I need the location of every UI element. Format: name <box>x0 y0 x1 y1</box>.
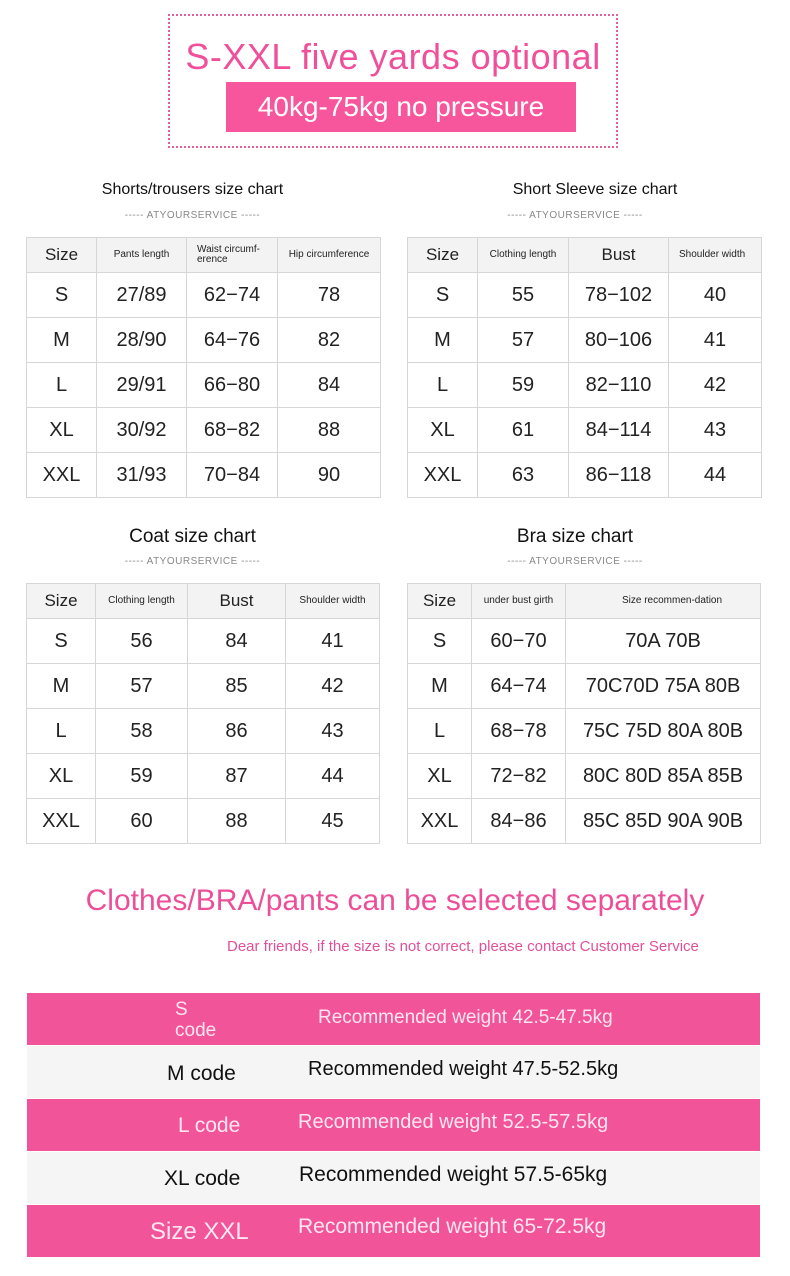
table-row <box>408 318 762 363</box>
notice-headline: Clothes/BRA/pants can be selected separately <box>85 884 705 917</box>
table-cell: XL <box>408 754 472 799</box>
table-cell: 70A 70B <box>566 619 761 664</box>
coat-chart-brand: ----- ATYOURSERVICE ----- <box>124 556 261 567</box>
weight-row-xl <box>27 1152 760 1204</box>
table-header-cell: Bust <box>569 238 669 273</box>
table-row <box>408 408 762 453</box>
table-header-cell: Shoulder width <box>669 238 762 273</box>
table-header-cell: Hip circumference <box>278 238 381 273</box>
table-cell: 30/92 <box>97 408 187 453</box>
table-cell: 41 <box>669 318 762 363</box>
table-cell: L <box>408 363 478 408</box>
weight-recommendation: Recommended weight 52.5-57.5kg <box>298 1111 609 1133</box>
table-row <box>27 408 381 453</box>
weight-recommendation: Recommended weight 65-72.5kg <box>298 1215 607 1238</box>
table-cell: 59 <box>478 363 569 408</box>
table-cell: S <box>408 273 478 318</box>
table-cell: XXL <box>408 799 472 844</box>
table-row <box>408 799 761 844</box>
table-cell: 57 <box>478 318 569 363</box>
table-header-cell: under bust girth <box>472 584 566 619</box>
table-cell: 84−114 <box>569 408 669 453</box>
table-row <box>27 363 381 408</box>
table-header-cell: Clothing length <box>96 584 188 619</box>
table-header-cell: Pants length <box>97 238 187 273</box>
table-cell: 64−76 <box>187 318 278 363</box>
table-header-row <box>27 238 381 273</box>
sleeve-chart-brand: ----- ATYOURSERVICE ----- <box>507 210 643 221</box>
table-cell: L <box>27 709 96 754</box>
table-cell: 82 <box>278 318 381 363</box>
table-header-cell: Size <box>27 238 97 273</box>
table-cell: 88 <box>278 408 381 453</box>
table-header-cell: Clothing length <box>478 238 569 273</box>
table-cell: 86−118 <box>569 453 669 498</box>
table-cell: 60−70 <box>472 619 566 664</box>
table-cell: 42 <box>286 664 380 709</box>
table-cell: 29/91 <box>97 363 187 408</box>
table-header-cell: Size <box>408 584 472 619</box>
table-cell: 84−86 <box>472 799 566 844</box>
table-cell: 86 <box>188 709 286 754</box>
table-cell: XL <box>408 408 478 453</box>
table-cell: 66−80 <box>187 363 278 408</box>
table-row <box>408 754 761 799</box>
table-cell: 85C 85D 90A 90B <box>566 799 761 844</box>
table-cell: 43 <box>286 709 380 754</box>
shorts-chart-brand: ----- ATYOURSERVICE ----- <box>124 210 261 221</box>
weight-row-l <box>27 1099 760 1151</box>
table-cell: S <box>27 273 97 318</box>
table-header-cell: Shoulder width <box>286 584 380 619</box>
table-row <box>27 709 380 754</box>
sleeve-size-table <box>407 237 762 498</box>
table-cell: 44 <box>669 453 762 498</box>
weight-row-s <box>27 993 760 1045</box>
table-cell: XL <box>27 754 96 799</box>
table-cell: 60 <box>96 799 188 844</box>
table-row <box>27 453 381 498</box>
coat-size-table <box>26 583 380 844</box>
table-cell: 68−82 <box>187 408 278 453</box>
table-cell: 84 <box>188 619 286 664</box>
table-cell: 62−74 <box>187 273 278 318</box>
table-cell: 55 <box>478 273 569 318</box>
table-cell: XXL <box>408 453 478 498</box>
weight-recommendation: Recommended weight 42.5-47.5kg <box>318 1007 613 1028</box>
table-cell: 40 <box>669 273 762 318</box>
table-cell: 80−106 <box>569 318 669 363</box>
table-header-row <box>408 238 762 273</box>
table-cell: M <box>408 664 472 709</box>
table-cell: 64−74 <box>472 664 566 709</box>
table-cell: 68−78 <box>472 709 566 754</box>
table-cell: 84 <box>278 363 381 408</box>
bra-chart-title: Bra size chart <box>516 526 634 547</box>
table-cell: 70−84 <box>187 453 278 498</box>
table-row <box>27 318 381 363</box>
banner-title: S-XXL five yards optional <box>185 36 601 77</box>
table-cell: 27/89 <box>97 273 187 318</box>
table-cell: 61 <box>478 408 569 453</box>
table-row <box>408 664 761 709</box>
table-row <box>408 619 761 664</box>
weight-code: S code <box>175 999 217 1041</box>
table-header-row <box>27 584 380 619</box>
table-row <box>27 273 381 318</box>
coat-chart-title: Coat size chart <box>129 526 256 547</box>
table-header-cell: Size <box>408 238 478 273</box>
banner-subtitle: 40kg-75kg no pressure <box>226 82 576 132</box>
table-cell: 31/93 <box>97 453 187 498</box>
table-cell: 80C 80D 85A 85B <box>566 754 761 799</box>
shorts-chart-title: Shorts/trousers size chart <box>101 181 284 198</box>
weight-code: M code <box>167 1062 236 1085</box>
table-header-cell: Bust <box>188 584 286 619</box>
table-cell: S <box>27 619 96 664</box>
weight-code: L code <box>178 1114 241 1137</box>
table-cell: M <box>27 318 97 363</box>
table-cell: S <box>408 619 472 664</box>
table-cell: 58 <box>96 709 188 754</box>
table-header-cell: Size <box>27 584 96 619</box>
weight-recommendation: Recommended weight 57.5-65kg <box>299 1163 608 1186</box>
table-row <box>27 754 380 799</box>
table-row <box>27 799 380 844</box>
table-cell: 28/90 <box>97 318 187 363</box>
table-cell: 78 <box>278 273 381 318</box>
table-cell: 56 <box>96 619 188 664</box>
table-row <box>27 619 380 664</box>
table-cell: 59 <box>96 754 188 799</box>
table-cell: 70C70D 75A 80B <box>566 664 761 709</box>
table-cell: 87 <box>188 754 286 799</box>
table-cell: 85 <box>188 664 286 709</box>
shorts-size-table <box>26 237 381 498</box>
table-header-cell: Size recommen-dation <box>566 584 761 619</box>
table-cell: 72−82 <box>472 754 566 799</box>
table-cell: M <box>27 664 96 709</box>
sleeve-chart-title: Short Sleeve size chart <box>512 181 678 198</box>
table-cell: 45 <box>286 799 380 844</box>
table-cell: XL <box>27 408 97 453</box>
weight-code: XL code <box>164 1167 241 1190</box>
table-header-row <box>408 584 761 619</box>
table-cell: 44 <box>286 754 380 799</box>
table-cell: 41 <box>286 619 380 664</box>
table-cell: L <box>408 709 472 754</box>
table-cell: XXL <box>27 453 97 498</box>
table-row <box>408 453 762 498</box>
promo-banner <box>168 14 618 148</box>
bra-chart-brand: ----- ATYOURSERVICE ----- <box>507 556 643 567</box>
table-header-cell: Waist circumf-erence <box>187 238 278 273</box>
table-cell: 88 <box>188 799 286 844</box>
table-cell: M <box>408 318 478 363</box>
table-cell: 78−102 <box>569 273 669 318</box>
table-cell: 82−110 <box>569 363 669 408</box>
table-row <box>408 363 762 408</box>
weight-recommendation: Recommended weight 47.5-52.5kg <box>308 1058 619 1080</box>
table-cell: 42 <box>669 363 762 408</box>
table-cell: 63 <box>478 453 569 498</box>
notice-contact: Dear friends, if the size is not correct, please contact Customer Service <box>227 938 699 955</box>
table-cell: 43 <box>669 408 762 453</box>
table-cell: 75C 75D 80A 80B <box>566 709 761 754</box>
weight-row-m <box>27 1046 760 1098</box>
table-row <box>27 664 380 709</box>
table-cell: XXL <box>27 799 96 844</box>
bra-size-table <box>407 583 761 844</box>
weight-row-xxl <box>27 1205 760 1257</box>
table-row <box>408 273 762 318</box>
table-cell: L <box>27 363 97 408</box>
weight-code: Size XXL <box>150 1218 249 1245</box>
table-cell: 57 <box>96 664 188 709</box>
table-cell: 90 <box>278 453 381 498</box>
table-row <box>408 709 761 754</box>
